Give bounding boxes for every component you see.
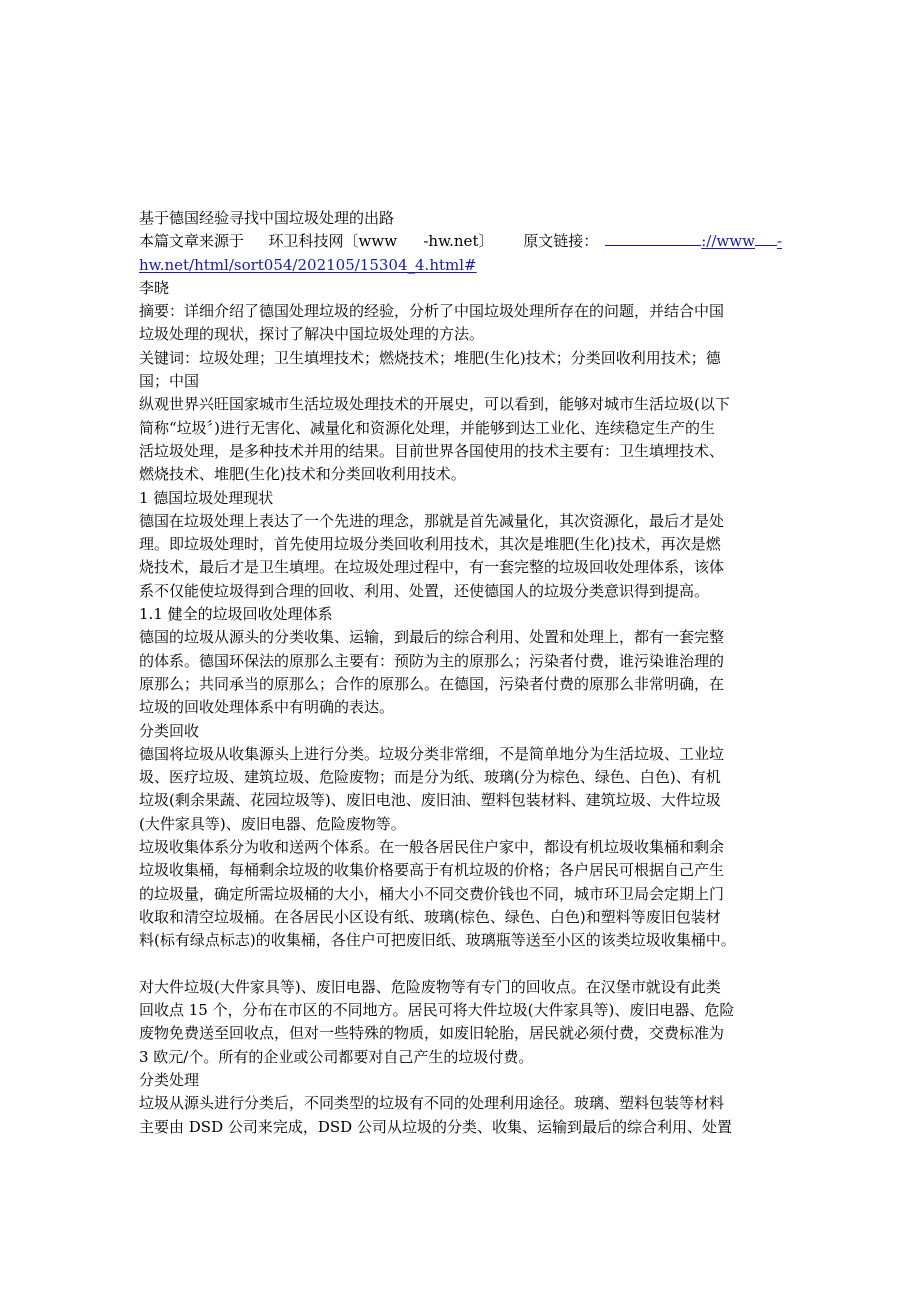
link-underline-blank-small	[755, 230, 777, 246]
section-heading: 1 德国垃圾处理现状	[139, 488, 274, 507]
paragraph-line: 垃圾(剩余果蔬、花园垃圾等)、废旧电池、废旧油、塑料包装材料、建筑垃圾、大件垃圾	[139, 791, 721, 810]
treatment-heading: 分类处理	[139, 1070, 200, 1089]
paragraph-line: 垃圾收集桶，每桶剩余垃圾的收集价格要高于有机垃圾的价格；各户居民可根据自己产生	[139, 861, 725, 880]
source-domain-open: 〔www	[343, 232, 398, 251]
source-prefix: 本篇文章来源于	[139, 232, 245, 251]
paragraph-line: 3 欧元/个。所有的企业或公司都要对自己产生的垃圾付费。	[139, 1047, 534, 1066]
keywords	[139, 347, 782, 394]
link-underline-blank	[605, 230, 701, 246]
paragraph-line: 原那么；共同承当的原那么；合作的原那么。在德国，污染者付费的原那么非常明确，在	[139, 674, 725, 693]
document-body	[139, 207, 782, 1139]
author: 李晓	[139, 278, 170, 297]
source-link-label: 原文链接：	[523, 232, 599, 251]
paragraph-line: 废物免费送至回收点，但对一些特殊的物质，如废旧轮胎，居民就必须付费，交费标准为	[139, 1024, 725, 1043]
bulky-waste-paragraph	[139, 976, 782, 1069]
paragraph-line: 收取和清空垃圾桶。在各居民小区设有纸、玻璃(棕色、绿色、白色)和塑料等废旧包装材	[139, 907, 721, 926]
paragraph-line: 活垃圾处理，是多种技术并用的结果。目前世界各国使用的技术主要有：卫生填埋技术、	[139, 441, 725, 460]
paragraph-line: 回收点 15 个，分布在市区的不同地方。居民可将大件垃圾(大件家具等)、废旧电器、危险	[139, 1001, 735, 1020]
keywords-line: 国；中国	[139, 372, 200, 391]
paragraph-line: 理。即垃圾处理时，首先使用垃圾分类回收利用技术，其次是堆肥(生化)技术，再次是燃	[139, 535, 721, 554]
source-line	[139, 230, 782, 253]
paragraph-line: 德国的垃圾从源头的分类收集、运输，到最后的综合利用、处置和处理上，都有一套完整	[139, 628, 725, 647]
paragraph-line: 的体系。德国环保法的原那么主要有：预防为主的原那么；污染者付费，谁污染谁治理的	[139, 651, 725, 670]
recycle-paragraph	[139, 743, 782, 836]
source-domain-close: -hw.net〕	[423, 232, 494, 251]
paragraph-line: 燃烧技术、堆肥(生化)技术和分类回收利用技术。	[139, 465, 466, 484]
subsection-heading: 1.1 健全的垃圾回收处理体系	[139, 605, 333, 624]
document-title: 基于德国经验寻找中国垃圾处理的出路	[139, 209, 395, 227]
paragraph-line: 烧技术，最后才是卫生填埋。在垃圾处理过程中，有一套完整的垃圾回收处理体系，该体	[139, 558, 725, 577]
source-link-part2: -	[776, 232, 783, 251]
treatment-paragraph	[139, 1092, 782, 1139]
source-link-part1: ://www	[701, 232, 755, 251]
paragraph-line: 德国将垃圾从收集源头上进行分类。垃圾分类非常细，不是简单地分为生活垃圾、工业垃	[139, 744, 725, 763]
section1-paragraph	[139, 510, 782, 603]
abstract-line: 摘要：详细介绍了德国处理垃圾的经验，分析了中国垃圾处理所存在的问题，并结合中国	[139, 302, 725, 321]
source-link[interactable]	[605, 230, 782, 253]
collection-paragraph	[139, 836, 782, 952]
abstract-line: 垃圾处理的现状，探讨了解决中国垃圾处理的方法。	[139, 325, 485, 344]
section11-paragraph	[139, 626, 782, 719]
paragraph-line: 垃圾从源头进行分类后，不同类型的垃圾有不同的处理利用途径。玻璃、塑料包装等材料	[139, 1094, 725, 1113]
paragraph-line: 料(标有绿点标志)的收集桶，各住户可把废旧纸、玻璃瓶等送至小区的该类垃圾收集桶中。	[139, 931, 736, 950]
paragraph-line: 简称“垃圾〞)进行无害化、减量化和资源化处理，并能够到达工业化、连续稳定生产的生	[139, 418, 716, 437]
source-site-name: 环卫科技网	[268, 232, 344, 251]
paragraph-line: 系不仅能使垃圾得到合理的回收、利用、处置，还使德国人的垃圾分类意识得到提高。	[139, 581, 710, 600]
paragraph-line: (大件家具等)、废旧电器、危险废物等。	[139, 814, 406, 833]
intro-paragraph	[139, 393, 782, 486]
source-link-continued[interactable]: hw.net/html/sort054/202105/15304_4.html#	[139, 255, 477, 274]
blank-line	[139, 953, 782, 976]
paragraph-line: 德国在垃圾处理上表达了一个先进的理念，那就是首先减量化，其次资源化，最后才是处	[139, 511, 725, 530]
paragraph-line: 对大件垃圾(大件家具等)、废旧电器、危险废物等有专门的回收点。在汉堡市就设有此类	[139, 977, 721, 996]
paragraph-line: 的垃圾量，确定所需垃圾桶的大小，桶大小不同交费价钱也不同，城市环卫局会定期上门	[139, 884, 725, 903]
recycle-heading: 分类回收	[139, 721, 200, 740]
keywords-line: 关键词：垃圾处理；卫生填埋技术；燃烧技术；堆肥(生化)技术；分类回收利用技术；德	[139, 348, 721, 367]
paragraph-line: 圾、医疗垃圾、建筑垃圾、危险废物；而是分为纸、玻璃(分为棕色、绿色、白色)、有机	[139, 768, 721, 787]
abstract	[139, 300, 782, 347]
paragraph-line: 主要由 DSD 公司来完成，DSD 公司从垃圾的分类、收集、运输到最后的综合利用、处置	[139, 1117, 732, 1136]
paragraph-line: 垃圾收集体系分为收和送两个体系。在一般各居民住户家中，都设有机垃圾收集桶和剩余	[139, 838, 725, 857]
paragraph-line: 纵观世界兴旺国家城市生活垃圾处理技术的开展史，可以看到，能够对城市生活垃圾(以下	[139, 395, 730, 414]
paragraph-line: 垃圾的回收处理体系中有明确的表达。	[139, 698, 395, 717]
